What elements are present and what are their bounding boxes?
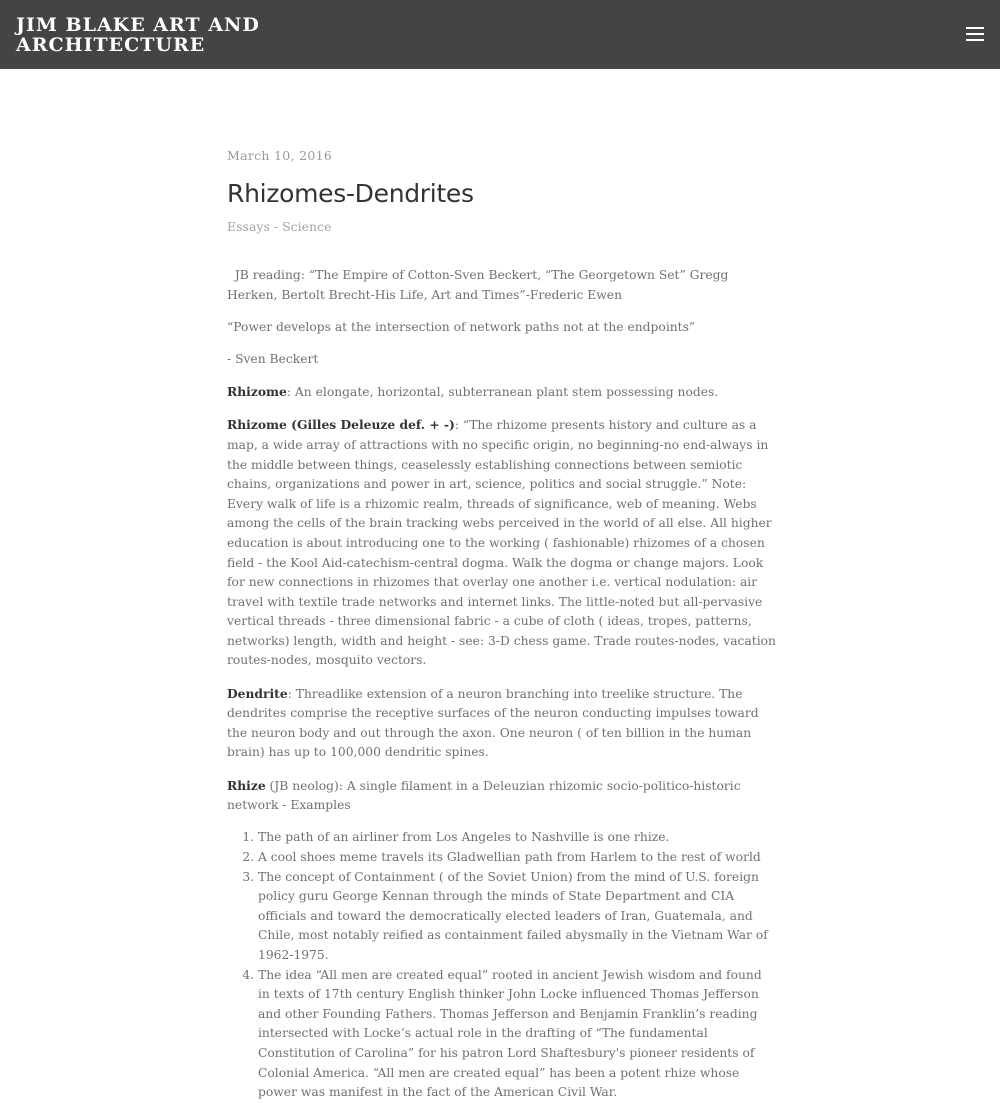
rhize-term: Rhize (227, 777, 266, 793)
dendrite-definition (227, 684, 777, 763)
attribution-paragraph: - Sven Beckert (227, 351, 319, 366)
site-title-link[interactable]: JIM BLAKE ART AND ARCHITECTURE (16, 14, 260, 56)
category-separator: - (269, 219, 283, 234)
intro-paragraph: JB reading: “The Empire of Cotton-Sven Beckert, “The Georgetown Set” Gregg Herken, Bertolt Brecht-His Life, Art and Times”-Frederic Ewen (227, 268, 733, 302)
post-body (227, 266, 777, 1103)
list-item: 4. The idea “All men are created equal” rooted in ancient Jewish wisdom and found in texts of 17th century English thinker John Locke influenced Thomas Jefferson and other Founding Fathers. Thomas Jefferson and Benjamin Franklin’s reading intersected with Locke’s actual role in the drafting of “The fundamental Constitution of Carolina” for his patron Lord Shaftesbury's pioneer residents of Colonial America. “All men are created equal” has been a potent rhize whose power was manifest in the fact of the American Civil War. (258, 966, 777, 1103)
quote-paragraph: “Power develops at the intersection of network paths not at the endpoints” (227, 319, 696, 334)
menu-bar (966, 33, 984, 35)
rhize-text: (JB neolog): A single filament in a Deleuzian rhizomic socio-politico-historic network - Examples (227, 778, 741, 813)
rhizome-text: : An elongate, horizontal, subterranean plant stem possessing nodes. (286, 385, 719, 400)
menu-bar (966, 39, 984, 41)
dendrite-term: Dendrite (227, 685, 288, 701)
list-item: 1. The path of an airliner from Los Angeles to Nashville is one rhize. (258, 828, 777, 848)
hamburger-menu-icon[interactable] (966, 27, 984, 41)
rhize-definition (227, 776, 777, 816)
list-item: 2. A cool shoes meme travels its Gladwellian path from Harlem to the rest of world (258, 848, 777, 868)
dendrite-text: : Threadlike extension of a neuron branching into treelike structure. The dendrites comprise the receptive surfaces of the neuron conducting impulses toward the neuron body and out through the axon. One neuron ( of ten billion in the human brain) has up to 100,000 dendritic spines. (227, 686, 759, 760)
post-title: Rhizomes-Dendrites (227, 179, 474, 208)
menu-bar (966, 27, 984, 29)
site-header (0, 0, 1000, 69)
deleuze-text: : “The rhizome presents history and culture as a map, a wide array of attractions with no specific origin, no beginning-no end-always in the middle between things, ceaselessly establishing connections between semiotic chains, organizations and power in art, science, politics and social struggle.” Note: Every walk of life is a rhizomic realm, threads of significance, web of meaning. Webs among the cells of the brain tracking webs perceived in the world of all else. All higher education is about introducing one to the working ( fashionable) rhizomes of a chosen field - the Kool Aid-catechism-central dogma. Walk the dogma or change majors. Look for new connections in rhizomes that overlay one another i.e. vertical nodulation: air travel with textile trade networks and internet links. The little-noted but all-pervasive vertical threads - three dimensional fabric - a cube of cloth ( ideas, tropes, patterns, networks) length, width and height - see: 3-D chess game. Trade routes-nodes, vacation routes-nodes, mosquito vectors. (227, 418, 776, 668)
list-item: 3. The concept of Containment ( of the Soviet Union) from the mind of U.S. foreign policy guru George Kennan through the minds of State Department and CIA officials and toward the democratically elected leaders of Iran, Guatemala, and Chile, most notably reified as containment failed abysmally in the Vietnam War of 1962-1975. (258, 868, 777, 966)
deleuze-term: Rhizome (Gilles Deleuze def. + -) (227, 417, 455, 433)
post-date[interactable]: March 10, 2016 (227, 148, 333, 163)
blog-post (227, 145, 777, 1103)
post-categories (227, 219, 777, 234)
category-link-essays[interactable]: Essays (227, 219, 270, 234)
examples-list (227, 828, 777, 1102)
rhizome-term: Rhizome (227, 384, 287, 400)
deleuze-definition (227, 415, 777, 671)
category-link-science[interactable]: Science (282, 219, 332, 234)
rhizome-definition (227, 382, 777, 403)
